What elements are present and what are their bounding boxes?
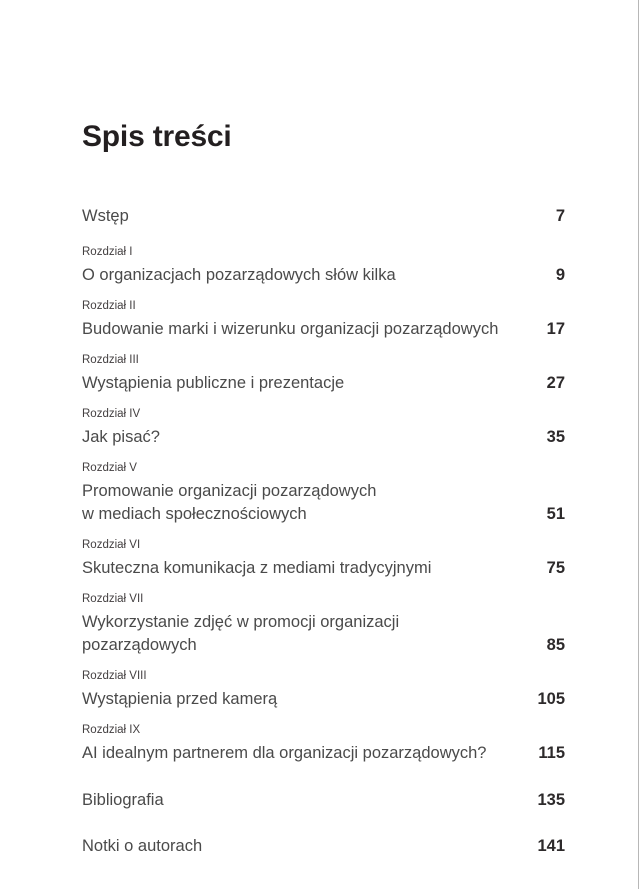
toc-list xyxy=(82,205,565,858)
entry-title-line-1: Promowanie organizacji pozarządowych xyxy=(82,482,377,500)
entry-title xyxy=(82,480,531,526)
page-number: 51 xyxy=(546,505,565,523)
toc-entry-rozdzial-2 xyxy=(82,299,565,341)
page-number: 27 xyxy=(546,374,565,392)
toc-entry-rozdzial-8 xyxy=(82,669,565,711)
toc-entry-rozdzial-6 xyxy=(82,538,565,580)
entry-title: Skuteczna komunikacja z mediami tradycyjnymi xyxy=(82,559,432,577)
entry-title: Notki o autorach xyxy=(82,837,203,855)
page-number: 85 xyxy=(546,636,565,654)
entry-title: Wykorzystanie zdjęć w promocji organizacji pozarządowych xyxy=(82,613,400,654)
entry-title: Wstęp xyxy=(82,207,129,225)
toc-entry-rozdzial-9 xyxy=(82,723,565,765)
entry-title: Bibliografia xyxy=(82,791,164,809)
toc-entry-bibliografia xyxy=(82,789,565,812)
toc-entry-rozdzial-5 xyxy=(82,461,565,526)
entry-title-line-2: w mediach społecznościowych xyxy=(82,505,307,523)
page-title: Spis treści xyxy=(82,120,232,153)
chapter-label: Rozdział II xyxy=(82,300,136,312)
entry-title: Wystąpienia przed kamerą xyxy=(82,690,278,708)
page-number: 7 xyxy=(555,207,565,225)
chapter-label: Rozdział VI xyxy=(82,539,141,551)
chapter-label: Rozdział IX xyxy=(82,724,141,736)
entry-title: AI idealnym partnerem dla organizacji pozarządowych? xyxy=(82,744,487,762)
toc-entry-rozdzial-4 xyxy=(82,407,565,449)
page-number: 35 xyxy=(546,428,565,446)
toc-entry-rozdzial-7 xyxy=(82,592,565,657)
toc-entry-rozdzial-1 xyxy=(82,245,565,287)
page-number: 135 xyxy=(537,791,565,809)
chapter-label: Rozdział VII xyxy=(82,593,144,605)
entry-title: Wystąpienia publiczne i prezentacje xyxy=(82,374,345,392)
chapter-label: Rozdział III xyxy=(82,354,139,366)
page-number: 17 xyxy=(546,320,565,338)
entry-title: Budowanie marki i wizerunku organizacji pozarządowych xyxy=(82,320,499,338)
toc-entry-rozdzial-3 xyxy=(82,353,565,395)
page-number: 105 xyxy=(537,690,565,708)
toc-entry-wstep xyxy=(82,205,565,228)
chapter-label: Rozdział I xyxy=(82,246,133,258)
toc-entry-notki-o-autorach xyxy=(82,835,565,858)
chapter-label: Rozdział IV xyxy=(82,408,141,420)
entry-title: Jak pisać? xyxy=(82,428,160,446)
page-number: 9 xyxy=(555,266,565,284)
page-edge-line xyxy=(638,0,639,889)
chapter-label: Rozdział V xyxy=(82,462,137,474)
page-number: 115 xyxy=(538,744,565,762)
page-number: 75 xyxy=(546,559,565,577)
entry-title: O organizacjach pozarządowych słów kilka xyxy=(82,266,396,284)
chapter-label: Rozdział VIII xyxy=(82,670,147,682)
page-number: 141 xyxy=(537,837,565,855)
